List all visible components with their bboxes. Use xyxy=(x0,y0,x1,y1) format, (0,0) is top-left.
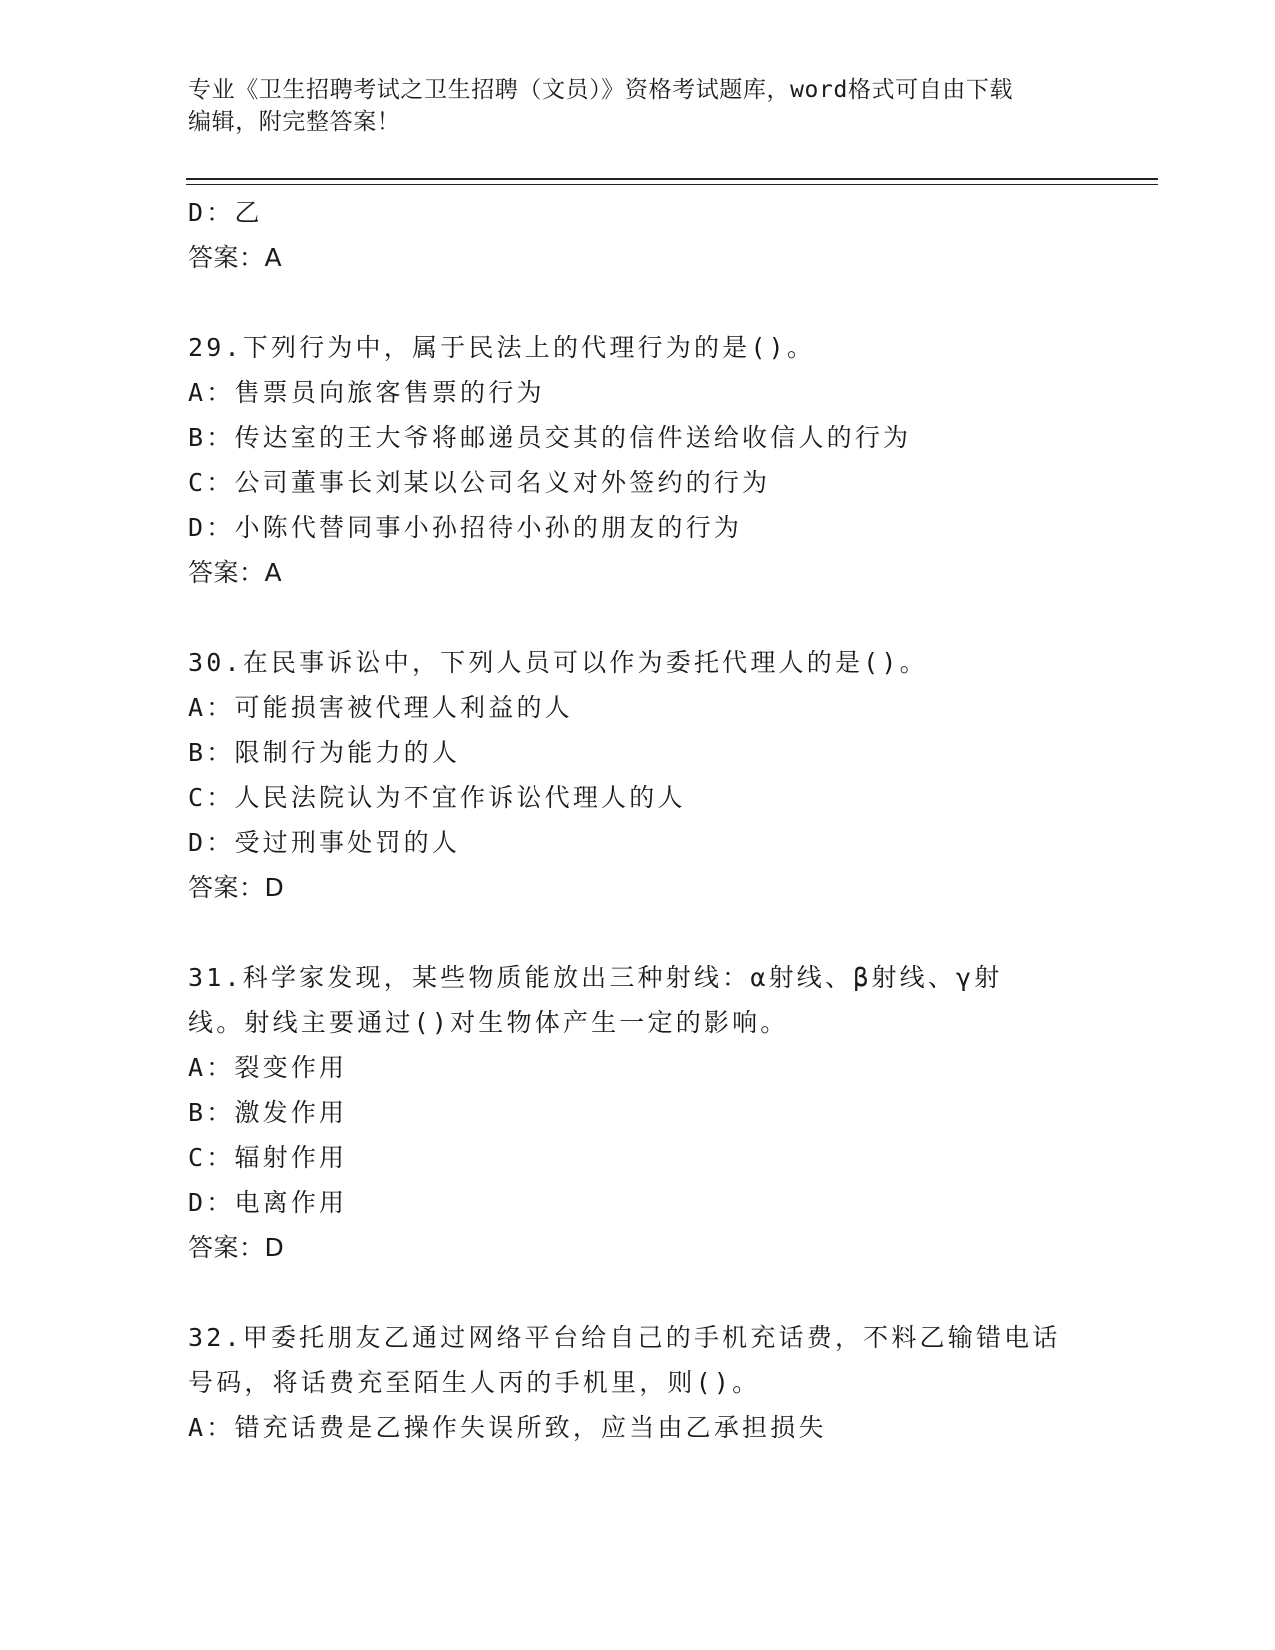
question-stem-line-1: 32.甲委托朋友乙通过网络平台给自己的手机充话费，不料乙输错电话 xyxy=(188,1323,1061,1352)
option-a: A：错充话费是乙操作失误所致，应当由乙承担损失 xyxy=(188,1413,827,1442)
question-30 xyxy=(188,640,1088,910)
answer-line: 答案：A xyxy=(188,558,283,587)
answer-line: 答案：D xyxy=(188,1233,285,1262)
header-divider-thin xyxy=(186,184,1158,185)
header-divider-thick xyxy=(186,178,1158,180)
question-31 xyxy=(188,955,1088,1270)
previous-question-tail xyxy=(188,190,1088,280)
spacer xyxy=(188,595,1088,640)
option-a: A：可能损害被代理人利益的人 xyxy=(188,693,573,722)
spacer xyxy=(188,280,1088,325)
option-c: C：人民法院认为不宜作诉讼代理人的人 xyxy=(188,783,686,812)
question-stem: 29.下列行为中，属于民法上的代理行为的是()。 xyxy=(188,333,816,362)
header-line-1: 专业《卫生招聘考试之卫生招聘（文员）》资格考试题库，word格式可自由下载 xyxy=(188,77,1014,103)
question-32 xyxy=(188,1315,1088,1450)
question-list xyxy=(188,190,1088,1450)
spacer xyxy=(188,1270,1088,1315)
option-b: B：激发作用 xyxy=(188,1098,348,1127)
option-c: C：辐射作用 xyxy=(188,1143,348,1172)
option-d: D：受过刑事处罚的人 xyxy=(188,828,461,857)
header-line-2: 编辑，附完整答案！ xyxy=(188,109,401,135)
option-a: A：售票员向旅客售票的行为 xyxy=(188,378,545,407)
question-stem-line-1: 31.科学家发现，某些物质能放出三种射线：α射线、β射线、γ射 xyxy=(188,963,1003,992)
question-stem: 30.在民事诉讼中，下列人员可以作为委托代理人的是()。 xyxy=(188,648,928,677)
option-d: D：小陈代替同事小孙招待小孙的朋友的行为 xyxy=(188,513,743,542)
answer-line: 答案：A xyxy=(188,243,283,272)
option-c: C：公司董事长刘某以公司名义对外签约的行为 xyxy=(188,468,771,497)
option-b: B：限制行为能力的人 xyxy=(188,738,461,767)
option-d: D：电离作用 xyxy=(188,1188,348,1217)
question-29 xyxy=(188,325,1088,595)
answer-line: 答案：D xyxy=(188,873,285,902)
question-stem-line-2: 线。射线主要通过()对生物体产生一定的影响。 xyxy=(188,1008,789,1037)
document-header xyxy=(188,74,1088,138)
question-stem-line-2: 号码，将话费充至陌生人丙的手机里，则()。 xyxy=(188,1368,761,1397)
option-d: D：乙 xyxy=(188,198,263,227)
option-a: A：裂变作用 xyxy=(188,1053,348,1082)
option-b: B：传达室的王大爷将邮递员交其的信件送给收信人的行为 xyxy=(188,423,912,452)
spacer xyxy=(188,910,1088,955)
